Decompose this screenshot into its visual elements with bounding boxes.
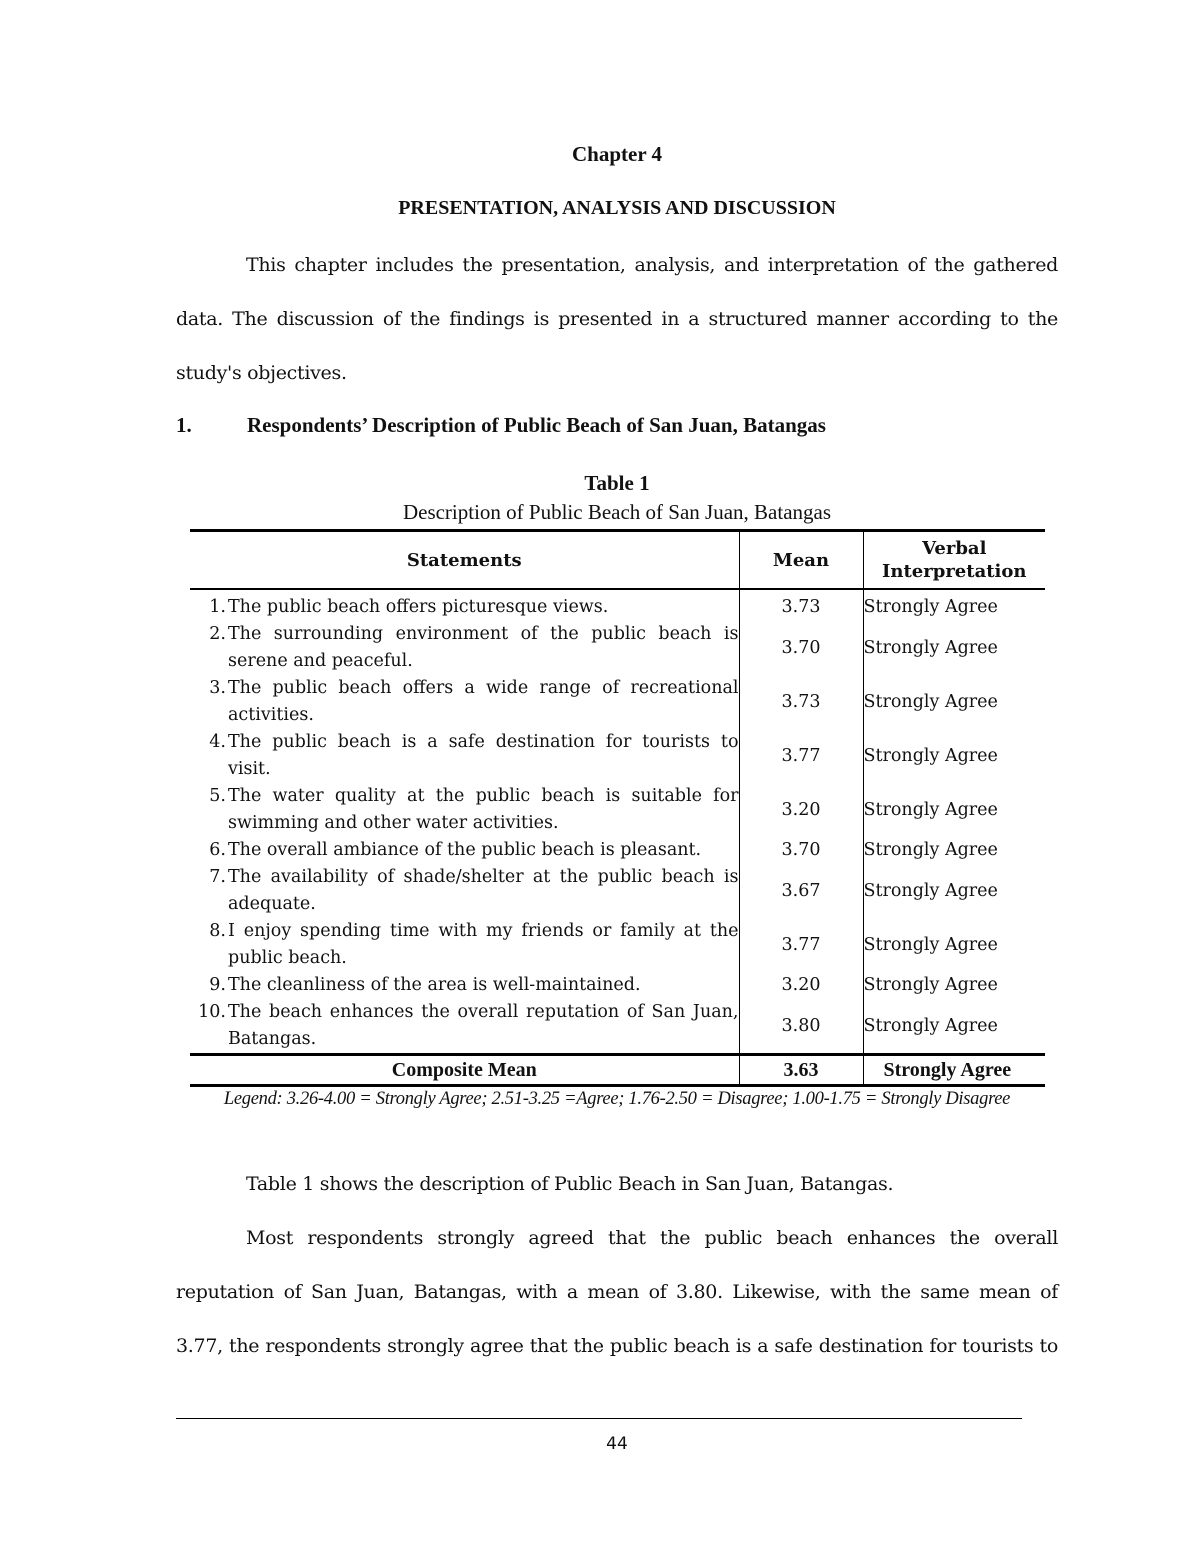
statement-number: 9.: [209, 975, 226, 995]
intro-line: study's objectives.: [176, 362, 347, 384]
table-row: [190, 621, 1045, 675]
table-row: [190, 918, 1045, 972]
statement-number: 4.: [209, 732, 226, 752]
table-body: [190, 589, 1045, 1086]
interpretation-cell: Strongly Agree: [863, 589, 1045, 621]
table-row: [190, 589, 1045, 621]
composite-mean-label: Composite Mean: [190, 1055, 739, 1086]
table-legend: Legend: 3.26-4.00 = Strongly Agree; 2.51-3.25 =Agree; 1.76-2.50 = Disagree; 1.00-1.75 = Strongly Disagree: [223, 1089, 1011, 1109]
statement-cell: [190, 729, 739, 783]
mean-cell: 3.80: [739, 999, 863, 1055]
statement-text: The surrounding environment of the public beach is serene and peaceful.: [228, 624, 739, 671]
interpretation-cell: Strongly Agree: [863, 864, 1045, 918]
section-number: 1.: [176, 413, 192, 437]
intro-line: This chapter includes the presentation, analysis, and interpretation of the gathered: [246, 254, 1058, 276]
statement-cell: [190, 783, 739, 837]
discussion-paragraph-1: Table 1 shows the description of Public Beach in San Juan, Batangas.: [246, 1173, 894, 1195]
statement-cell: [190, 675, 739, 729]
table-row: [190, 972, 1045, 999]
section-heading: [176, 413, 1076, 438]
header-verbal-line2: Interpretation: [881, 561, 1027, 582]
composite-mean-interpretation: Strongly Agree: [863, 1055, 1045, 1086]
header-mean: Mean: [739, 531, 863, 590]
statement-cell: [190, 972, 739, 999]
mean-cell: 3.77: [739, 729, 863, 783]
chapter-label: Chapter 4: [571, 142, 663, 166]
statement-text: The beach enhances the overall reputation of San Juan, Batangas.: [228, 1002, 739, 1049]
table-row: [190, 729, 1045, 783]
discussion-paragraph-2: [176, 1211, 1058, 1373]
table-row: [190, 837, 1045, 864]
statement-number: 1.: [209, 597, 226, 617]
header-statements: Statements: [190, 531, 739, 590]
mean-cell: 3.77: [739, 918, 863, 972]
table-row: [190, 999, 1045, 1055]
statement-cell: [190, 837, 739, 864]
interpretation-cell: Strongly Agree: [863, 675, 1045, 729]
mean-cell: 3.70: [739, 621, 863, 675]
table-row: [190, 783, 1045, 837]
statement-number: 10.: [198, 1002, 226, 1022]
statement-text: I enjoy spending time with my friends or family at the public beach.: [228, 921, 739, 968]
intro-paragraph: [176, 238, 1058, 400]
statement-cell: [190, 621, 739, 675]
intro-line: data. The discussion of the findings is presented in a structured manner according to the: [176, 308, 1058, 330]
header-verbal-line1: Verbal: [922, 538, 987, 559]
interpretation-cell: Strongly Agree: [863, 999, 1045, 1055]
discussion-line: reputation of San Juan, Batangas, with a mean of 3.80. Likewise, with the same mean of: [176, 1281, 1058, 1303]
interpretation-cell: Strongly Agree: [863, 972, 1045, 999]
discussion-line: Most respondents strongly agreed that the public beach enhances the overall: [246, 1227, 1058, 1249]
mean-cell: 3.70: [739, 837, 863, 864]
composite-mean-value: 3.63: [739, 1055, 863, 1086]
table-row: [190, 864, 1045, 918]
statement-number: 7.: [209, 867, 226, 887]
statement-text: The overall ambiance of the public beach is pleasant.: [228, 840, 702, 860]
interpretation-cell: Strongly Agree: [863, 729, 1045, 783]
mean-cell: 3.20: [739, 783, 863, 837]
table-label: Table 1: [584, 471, 650, 495]
table-header-row: [190, 531, 1045, 590]
statement-text: The public beach offers picturesque views.: [228, 597, 609, 617]
table-caption: Description of Public Beach of San Juan, Batangas: [402, 500, 832, 524]
statement-text: The public beach offers a wide range of recreational activities.: [228, 678, 739, 725]
statement-text: The cleanliness of the area is well-maintained.: [228, 975, 641, 995]
table-row: [190, 675, 1045, 729]
interpretation-cell: Strongly Agree: [863, 783, 1045, 837]
statement-text: The public beach is a safe destination for tourists to visit.: [228, 732, 739, 779]
statement-number: 6.: [209, 840, 226, 860]
header-verbal-interpretation: [863, 531, 1045, 590]
statement-cell: [190, 864, 739, 918]
statement-number: 5.: [209, 786, 226, 806]
statement-text: The availability of shade/shelter at the public beach is adequate.: [228, 867, 739, 914]
interpretation-cell: Strongly Agree: [863, 621, 1045, 675]
statement-number: 2.: [209, 624, 226, 644]
statement-text: The water quality at the public beach is suitable for swimming and other water activities.: [228, 786, 739, 833]
statement-cell: [190, 589, 739, 621]
statement-number: 8.: [209, 921, 226, 941]
description-table: [190, 529, 1045, 1087]
discussion-line: 3.77, the respondents strongly agree that the public beach is a safe destination for tourists to: [176, 1335, 1058, 1357]
composite-mean-row: [190, 1055, 1045, 1086]
mean-cell: 3.67: [739, 864, 863, 918]
statement-cell: [190, 999, 739, 1055]
mean-cell: 3.73: [739, 589, 863, 621]
interpretation-cell: Strongly Agree: [863, 918, 1045, 972]
mean-cell: 3.73: [739, 675, 863, 729]
page-number: 44: [606, 1434, 628, 1454]
statement-cell: [190, 918, 739, 972]
chapter-title: PRESENTATION, ANALYSIS AND DISCUSSION: [398, 197, 836, 219]
footer-divider: [176, 1418, 1022, 1419]
mean-cell: 3.20: [739, 972, 863, 999]
interpretation-cell: Strongly Agree: [863, 837, 1045, 864]
statement-number: 3.: [209, 678, 226, 698]
section-title: Respondents’ Description of Public Beach of San Juan, Batangas: [247, 413, 826, 437]
